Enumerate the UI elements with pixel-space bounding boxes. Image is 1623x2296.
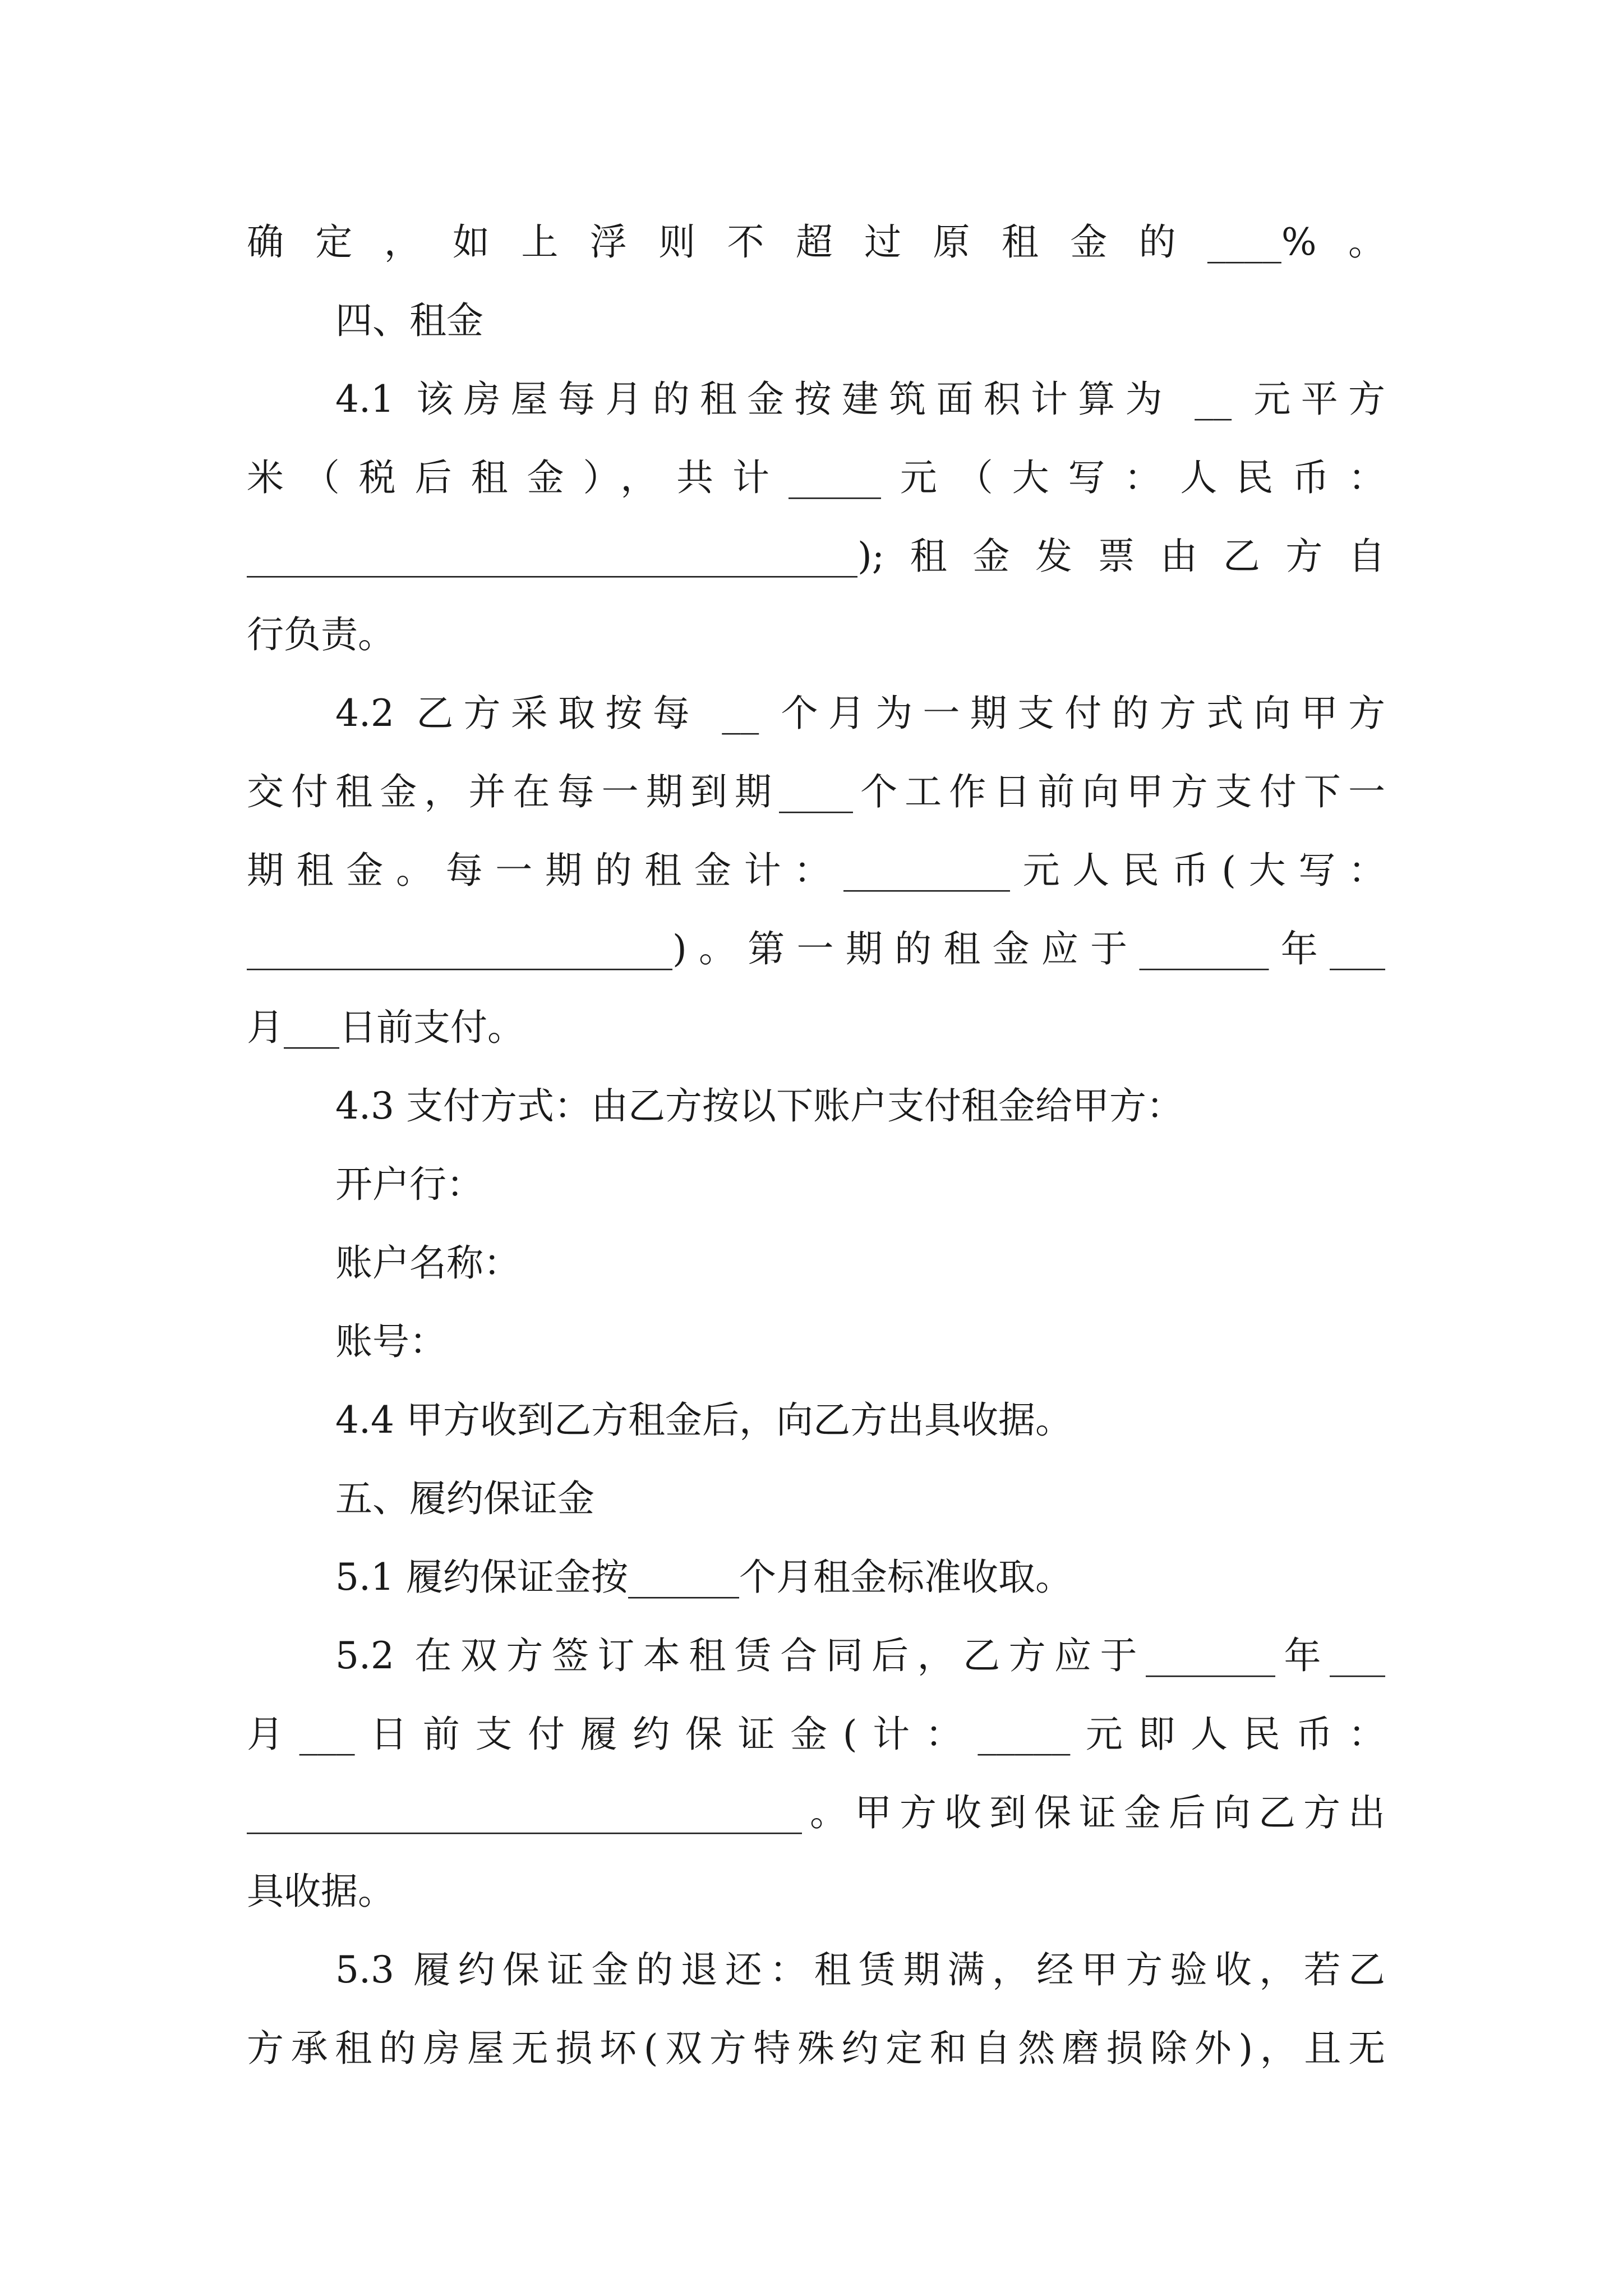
text-line: 5.3 履约保证金的退还：租赁期满，经甲方验收，若乙 bbox=[335, 1948, 1385, 1991]
text-line: 4.3 支付方式：由乙方按以下账户支付租金给甲方： bbox=[335, 1084, 1183, 1128]
text-line: 月___日前支付履约保证金(计：_____元即人民币： bbox=[247, 1713, 1385, 1756]
text-line: 5.1 履约保证金按______个月租金标准收取。 bbox=[335, 1556, 1072, 1599]
field-label-account-number: 账号： bbox=[335, 1320, 446, 1363]
field-label-account-name: 账户名称： bbox=[335, 1241, 520, 1285]
text-line: 4.4 甲方收到乙方租金后，向乙方出具收据。 bbox=[335, 1398, 1072, 1442]
text-line: _______________________)。第一期的租金应于_______年___ bbox=[247, 927, 1385, 970]
text-line: 具收据。 bbox=[247, 1870, 395, 1913]
text-line: _________________________________);租金发票由乙方自 bbox=[247, 535, 1385, 578]
section-heading: 四、租金 bbox=[335, 299, 483, 342]
text-line: 4.1 该房屋每月的租金按建筑面积计算为 __ 元平方 bbox=[335, 378, 1385, 421]
text-line: 月___日前支付。 bbox=[247, 1006, 524, 1049]
text-line: 确定，如上浮则不超过原租金的____%。 bbox=[247, 220, 1385, 264]
text-line: 5.2 在双方签订本租赁合同后，乙方应于_______年___ bbox=[335, 1634, 1385, 1677]
text-line: 4.2 乙方采取按每 __ 个月为一期支付的方式向甲方 bbox=[335, 692, 1385, 735]
field-label-bank: 开户行： bbox=[335, 1163, 483, 1206]
text-line: 行负责。 bbox=[247, 613, 395, 656]
section-heading: 五、履约保证金 bbox=[335, 1477, 594, 1520]
text-line: 期租金。每一期的租金计：_________元人民币(大写： bbox=[247, 849, 1385, 892]
text-line: 米（税后租金），共计_____元（大写：人民币： bbox=[247, 456, 1385, 499]
text-line: 交付租金，并在每一期到期____个工作日前向甲方支付下一 bbox=[247, 770, 1385, 813]
text-line: ______________________________。甲方收到保证金后向乙方出 bbox=[247, 1791, 1385, 1834]
text-line: 方承租的房屋无损坏(双方特殊约定和自然磨损除外)，且无 bbox=[247, 2027, 1385, 2070]
